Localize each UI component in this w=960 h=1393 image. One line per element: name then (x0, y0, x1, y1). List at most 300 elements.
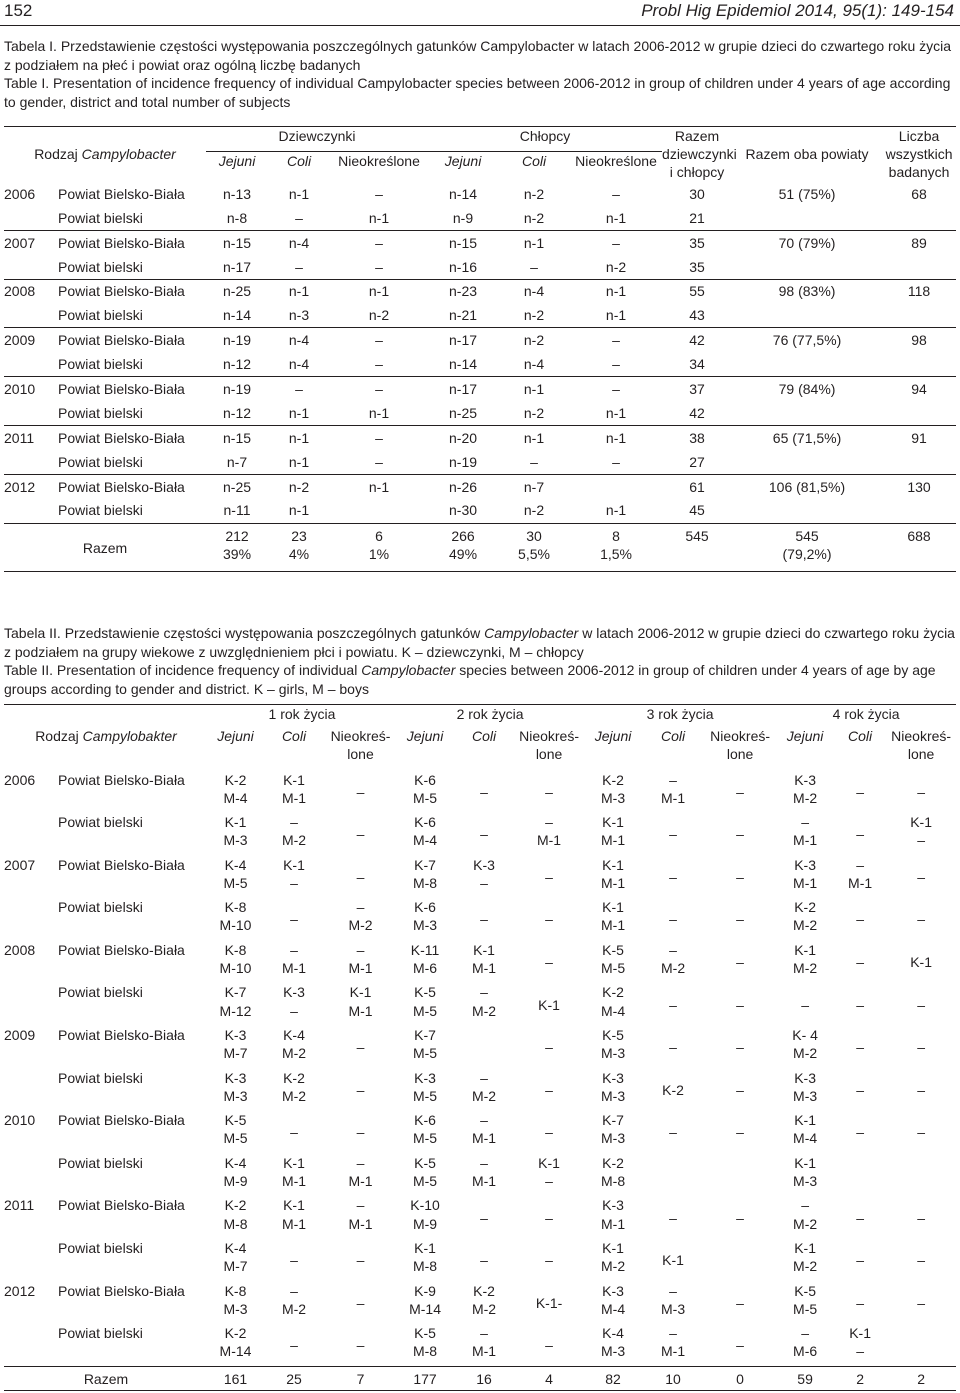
t2-cell: K-11 M-6 (410, 941, 440, 977)
t1-cell: n-17 (428, 328, 498, 352)
t1-row (4, 279, 956, 303)
t2-nieokr-header: Nieokreś- lone (891, 727, 952, 762)
t2-cell: – (356, 1337, 365, 1354)
t2-cell: K-1 – (849, 1325, 871, 1360)
t2-cell (642, 1154, 704, 1197)
t1-cell: 34 (689, 356, 705, 373)
t2-cell: K-3 M-7 (223, 1027, 248, 1062)
t2-cell: K-6 M-5 (412, 1112, 438, 1147)
t2-cell: K-1 M-1 (281, 1197, 307, 1232)
t2-cell: – (480, 1209, 488, 1226)
t2-cell: K-1 M-2 (601, 1240, 626, 1275)
t2-cell: K-1 M-1 (281, 771, 307, 806)
t1-cell: n-1 (330, 474, 428, 498)
t1-cell: 27 (689, 453, 705, 470)
t1-year: 2009 (4, 328, 58, 352)
t2-total-cell: 2 (886, 1367, 956, 1391)
t1-cell (330, 499, 428, 523)
t1-cell: – (570, 377, 662, 401)
t1-cell: n-19 (206, 328, 268, 352)
t2-cell (454, 1026, 514, 1069)
t2-cell: – (736, 954, 744, 971)
t1-cell: n-11 (223, 502, 251, 519)
t2-cell: – (669, 826, 677, 843)
t2-cell: K-1 M-4 (793, 1112, 818, 1147)
t1-cell: 106 (81,5%) (732, 474, 882, 498)
t1-year: 2006 (4, 185, 36, 202)
t2-cell: K-5 M-5 (601, 941, 626, 977)
t1-year: 2010 (4, 377, 58, 401)
t2-cell: K-2 M-8 (223, 1197, 248, 1232)
t1-cell: 65 (71,5%) (732, 425, 882, 449)
t1-cell: 79 (84%) (732, 377, 882, 401)
t1-total-cell: 212 39% (206, 523, 268, 571)
t2-cell: K-2 M-14 (219, 1325, 252, 1360)
t2-coli-header: Coli (471, 727, 497, 744)
t1-cell (732, 499, 882, 523)
t1-year (4, 255, 58, 279)
t2-cell: K-3 – (473, 856, 495, 891)
t2-cell: – (290, 911, 298, 928)
t2-row (4, 856, 956, 899)
t1-cell: n-12 (223, 356, 252, 373)
t2-cell: K-3 M-3 (601, 1069, 626, 1104)
t2-year: 2006 (4, 771, 36, 788)
t1-cell: – (530, 258, 538, 275)
t2-cell: – (356, 1039, 365, 1056)
t2-cell: K-2 M-2 (281, 1069, 307, 1104)
t1-cell: 70 (79%) (732, 230, 882, 254)
t2-group-2: 2 rok życia (456, 706, 524, 722)
t2-cell (704, 1154, 776, 1197)
t2-cell: – (669, 1124, 677, 1141)
t1-cell: 30 (689, 185, 705, 202)
t2-cell: – (856, 1124, 864, 1141)
t2-district: Powiat Bielsko-Biała (58, 856, 185, 873)
t2-cell: K-2 M-3 (601, 771, 626, 806)
t2-total-cell: 10 (642, 1367, 704, 1391)
t2-cell: – (545, 1337, 553, 1354)
t1-total-cell: 545 (662, 523, 732, 571)
t2-cell: K-7 M-5 (412, 1027, 438, 1062)
t2-cell: K-1 M-1 (471, 941, 497, 977)
t1-district: Powiat bielski (58, 356, 143, 373)
t2-cell: – (669, 911, 677, 928)
t2-cell: K-3 M-2 (793, 771, 818, 806)
t2-coli-header: Coli (281, 727, 307, 744)
t1-district: Powiat bielski (58, 453, 143, 470)
t2-year: 2008 (4, 941, 36, 958)
t2-year: 2007 (4, 856, 36, 873)
t2-total-cell: 82 (584, 1367, 642, 1391)
t2-total-cell: 161 (208, 1367, 263, 1391)
t1-cell: 118 (882, 279, 956, 303)
t2-cell: – M-1 (661, 771, 686, 806)
t2-cell: – (545, 783, 553, 800)
t2-cell: – M-1 (281, 941, 307, 977)
t2-total-cell: 25 (263, 1367, 325, 1391)
t2-cell: K-9 M-14 (409, 1282, 441, 1317)
page-number: 152 (4, 1, 33, 20)
t2-row (4, 813, 956, 856)
t2-cell: K-3 M-1 (601, 1197, 626, 1232)
t1-cell: – (612, 453, 620, 470)
t1-district: Powiat Bielsko-Biała (58, 377, 206, 401)
t1-cell: n-3 (288, 307, 310, 324)
t2-cell: K-1 – (910, 814, 932, 849)
t1-cell: – (330, 230, 428, 254)
t1-cell (570, 474, 662, 498)
t2-cell: – (856, 911, 864, 928)
t1-cell: n-1 (288, 404, 310, 421)
t1-cell: n-26 (428, 474, 498, 498)
t2-year: 2009 (4, 1027, 36, 1044)
t1-district: Powiat Bielsko-Biała (58, 279, 206, 303)
t2-cell: K-4 M-5 (223, 856, 248, 891)
t2-cell: K-6 M-4 (412, 814, 438, 849)
t2-cell (704, 1239, 776, 1282)
table1-caption-pl: Tabela I. Przedstawienie częstości występowania poszczególnych gatunków Campylobacter w latach 2006-2012 w grupie dzieci do czwartego roku życia z podziałem na płeć i powiat oraz ogólną liczbę badanych (4, 38, 952, 73)
t2-jejuni-header: Jejuni (786, 727, 824, 744)
t2-cell: – M-6 (793, 1325, 818, 1360)
t1-cell: n-1 (268, 279, 330, 303)
t2-year (4, 1324, 58, 1367)
t1-cell (882, 255, 956, 279)
t2-cell: – M-1 (661, 1325, 686, 1360)
t1-total-cell: 8 1,5% (570, 523, 662, 571)
t2-cell: K-1 – (283, 856, 305, 891)
t1-district: Powiat Bielsko-Biała (58, 328, 206, 352)
t2-cell: K-4 M-7 (223, 1240, 248, 1275)
t1-cell (732, 255, 882, 279)
t2-cell: – (356, 1124, 365, 1141)
t1-cell: n-19 (206, 377, 268, 401)
t2-cell: K-1 (538, 996, 560, 1013)
t1-rodzaj-header: Rodzaj Campylobacter (34, 146, 176, 163)
table1-caption-en: Table I. Presentation of incidence frequency of individual Campylobacter species between 2006-2012 in group of children under 4 years of age according to gender, district and total number of subjects (4, 75, 951, 110)
t2-cell: – (736, 911, 744, 928)
t1-cell: n-2 (268, 474, 330, 498)
t2-cell: K-1 M-1 (281, 1154, 307, 1190)
t2-cell (886, 1154, 956, 1197)
t2-cell: K-2 M-8 (601, 1154, 626, 1190)
t2-district: Powiat bielski (58, 984, 143, 1001)
t2-cell: K- 4 M-2 (792, 1027, 818, 1062)
t2-cell: – (480, 911, 488, 928)
t1-row (4, 230, 956, 254)
t2-cell (886, 1324, 956, 1367)
t1-cell: – (375, 258, 383, 275)
t1-total-cell: 23 4% (268, 523, 330, 571)
t2-cell: K-1 M-2 (793, 1240, 818, 1275)
t1-cell: n-1 (498, 425, 570, 449)
t2-cell: K-5 M-5 (412, 984, 438, 1019)
t2-cell: – (917, 1209, 925, 1226)
t1-cell: 68 (911, 185, 927, 202)
t1-cell: – (375, 356, 383, 373)
t2-cell: – M-2 (471, 1069, 497, 1104)
t2-district: Powiat Bielsko-Biała (58, 1112, 185, 1129)
t2-cell: – (356, 1252, 365, 1269)
t1-cell: n-4 (268, 230, 330, 254)
table2-caption-pl: Tabela II. Przedstawienie częstości występowania poszczególnych gatunków Campylobacter w latach 2006-2012 w grupie dzieci do czwartego roku życia z podziałem na grupy wiekowe z uwzględnieniem płci i powiatu. K – dziewczynki, M – chłopcy (4, 625, 955, 660)
t1-razem-oba-header: Razem oba powiaty (745, 146, 869, 163)
t2-row (4, 898, 956, 941)
t2-cell: K-1 M-1 (348, 984, 373, 1019)
t2-cell: K-5 M-8 (412, 1325, 438, 1360)
t1-razem-dz-header: Razem dziewczynki i chłopcy (662, 128, 737, 181)
t1-cell: n-1 (605, 307, 627, 324)
t2-year (4, 983, 58, 1026)
t2-cell: – M-1 (348, 941, 373, 977)
t1-cell: 55 (662, 279, 732, 303)
t2-total-cell: 7 (325, 1367, 396, 1391)
t2-cell: K-3 M-1 (793, 856, 818, 891)
t2-cell: – M-2 (281, 814, 307, 849)
t2-cell: – (736, 1337, 744, 1354)
t2-cell: K-6 M-3 (412, 899, 438, 934)
journal-citation: Probl Hig Epidemiol 2014, 95(1): 149-154 (641, 1, 954, 20)
t1-cell: – (530, 453, 538, 470)
t1-cell: n-2 (605, 258, 627, 275)
t1-total-label: Razem (4, 523, 206, 571)
t2-cell: – (917, 1039, 925, 1056)
t1-district: Powiat bielski (58, 502, 143, 519)
t1-total-cell: 6 1% (330, 523, 428, 571)
t1-cell: 35 (689, 258, 705, 275)
t1-girls-header: Dziewczynki (206, 127, 428, 152)
t1-cell: n-1 (330, 279, 428, 303)
t1-jejuni-girls: Jejuni (218, 153, 256, 170)
t2-cell: – M-2 (348, 899, 373, 934)
t2-row (4, 1111, 956, 1154)
t2-district: Powiat bielski (58, 1325, 143, 1342)
t2-cell: – (917, 911, 925, 928)
t2-cell: – (545, 1209, 553, 1226)
t2-cell: – (290, 1124, 298, 1141)
t2-cell: K-1 (662, 1252, 684, 1269)
t2-cell: – (856, 826, 864, 843)
t2-cell (834, 1154, 886, 1197)
t2-cell: – (736, 783, 744, 800)
t2-district: Powiat Bielsko-Biała (58, 771, 185, 788)
t2-cell: K-2 M-2 (793, 899, 818, 934)
t1-total-cell: 30 5,5% (498, 523, 570, 571)
t2-cell: – (856, 1039, 864, 1056)
t1-cell: – (612, 185, 620, 202)
table-2 (4, 704, 956, 1391)
t2-nieokr-header: Nieokreś- lone (519, 727, 579, 762)
t2-cell: K-1 (910, 954, 932, 971)
t1-cell: n-15 (206, 230, 268, 254)
t2-row (4, 1069, 956, 1112)
t1-cell: n-21 (449, 307, 478, 324)
t1-cell: n-2 (523, 209, 545, 226)
t1-boys-header: Chłopcy (428, 127, 662, 152)
t1-cell: n-23 (428, 279, 498, 303)
t2-row (4, 1196, 956, 1239)
t2-cell: – M-1 (348, 1197, 373, 1232)
t1-cell: 98 (83%) (732, 279, 882, 303)
t1-cell: n-2 (523, 502, 545, 519)
t2-district: Powiat bielski (58, 1069, 143, 1086)
t1-cell (732, 352, 882, 376)
t2-cell: K-3 M-3 (793, 1069, 818, 1104)
t1-cell: 21 (689, 209, 705, 226)
t2-cell: – (545, 868, 553, 885)
t2-cell: – (480, 1252, 488, 1269)
t2-cell: K-1 M-1 (601, 814, 626, 849)
t1-total-cell: 266 49% (428, 523, 498, 571)
t1-cell: 35 (662, 230, 732, 254)
t1-district: Powiat bielski (58, 404, 143, 421)
t1-year (4, 499, 58, 523)
t2-cell: – (917, 1081, 925, 1098)
t1-cell: – (330, 328, 428, 352)
t2-cell: K-4 M-2 (281, 1027, 307, 1062)
t2-cell: K-5 M-5 (412, 1154, 438, 1190)
t2-district: Powiat Bielsko-Biała (58, 1282, 185, 1299)
t2-total-cell: 4 (514, 1367, 584, 1391)
t2-cell: K-8 M-10 (219, 899, 252, 934)
t2-cell: K-2 M-2 (471, 1282, 497, 1317)
t1-cell: n-12 (223, 404, 252, 421)
t2-cell: K-3 – (283, 984, 305, 1019)
t1-row (4, 377, 956, 401)
t1-cell: n-20 (428, 425, 498, 449)
t1-cell: n-4 (523, 356, 545, 373)
t2-coli-header: Coli (661, 727, 686, 744)
t1-total-row (4, 523, 956, 571)
t1-cell: 42 (689, 404, 705, 421)
t1-cell: n-25 (449, 404, 478, 421)
t1-district: Powiat bielski (58, 209, 143, 226)
t2-cell: K-1- (535, 1294, 563, 1311)
t2-cell: – (917, 1124, 925, 1141)
t1-liczba-header: Liczba wszystkich badanych (885, 128, 953, 181)
t1-district: Powiat Bielsko-Biała (58, 474, 206, 498)
t2-cell: K-7 M-12 (219, 984, 252, 1019)
t1-cell: n-16 (449, 258, 478, 275)
t2-cell: K-7 M-8 (412, 856, 438, 891)
t1-cell: n-7 (226, 453, 248, 470)
t2-row (4, 771, 956, 814)
t1-cell: n-1 (605, 404, 627, 421)
t2-year (4, 1154, 58, 1197)
t1-year: 2012 (4, 474, 58, 498)
t1-row (4, 352, 956, 376)
t2-district: Powiat bielski (58, 1240, 143, 1257)
t1-district: Powiat Bielsko-Biała (58, 425, 206, 449)
t2-cell: – (736, 996, 744, 1013)
t2-cell: – (856, 783, 864, 800)
t1-nieokr-boys: Nieokreślone (575, 153, 657, 170)
t2-total-cell: 2 (834, 1367, 886, 1391)
t2-cell: – (356, 826, 365, 843)
t2-cell: – (917, 1294, 925, 1311)
t1-cell: 61 (662, 474, 732, 498)
t1-cell (732, 206, 882, 230)
t2-cell: – (545, 911, 553, 928)
t2-cell: – (736, 1294, 744, 1311)
table-1 (4, 126, 956, 572)
t2-cell: K-3 M-5 (412, 1069, 438, 1104)
t2-nieokr-header: Nieokreś- lone (710, 727, 771, 762)
t1-cell: n-2 (523, 404, 545, 421)
t2-cell: – (669, 868, 677, 885)
t1-cell: n-14 (449, 185, 478, 202)
t1-cell: 91 (882, 425, 956, 449)
t1-cell: n-1 (268, 425, 330, 449)
t1-cell: n-2 (498, 328, 570, 352)
t1-cell: n-1 (605, 502, 627, 519)
t2-cell: K-1 M-1 (601, 856, 626, 891)
t2-rodzaj-header: Rodzaj Campylobakter (35, 728, 177, 744)
t2-cell: K-3 M-4 (601, 1282, 626, 1317)
t2-total-cell: 59 (776, 1367, 834, 1391)
t2-cell: – M-2 (661, 941, 686, 977)
t2-cell: K-5 M-5 (793, 1282, 818, 1317)
t1-nieokr-girls: Nieokreślone (338, 153, 420, 170)
t2-cell: – M-2 (471, 984, 497, 1019)
t1-cell: n-1 (605, 209, 627, 226)
t2-cell: K-5 M-3 (601, 1027, 626, 1062)
t1-year (4, 450, 58, 474)
t1-cell (882, 450, 956, 474)
t2-row (4, 1324, 956, 1367)
t1-cell: 37 (662, 377, 732, 401)
t1-cell: n-1 (498, 377, 570, 401)
t1-cell: n-13 (223, 185, 252, 202)
t2-cell: – (545, 1039, 553, 1056)
t2-cell: – M-1 (471, 1112, 497, 1147)
t2-row (4, 983, 956, 1026)
header-rule (0, 25, 960, 26)
t1-cell: 130 (882, 474, 956, 498)
t2-cell: K-1 M-3 (223, 814, 248, 849)
t2-cell: – (480, 783, 488, 800)
t2-cell: – (669, 1209, 677, 1226)
t2-total-label: Razem (4, 1367, 208, 1391)
t1-cell: n-1 (570, 279, 662, 303)
t2-cell: – (736, 826, 744, 843)
t2-cell: – (736, 1081, 744, 1098)
page-header (4, 0, 954, 24)
t2-jejuni-header: Jejuni (217, 727, 254, 744)
t2-cell: – M-1 (471, 1154, 497, 1190)
t1-cell: 42 (662, 328, 732, 352)
t2-cell: – (356, 868, 365, 885)
t1-cell: n-2 (523, 307, 545, 324)
t2-total-cell: 177 (396, 1367, 454, 1391)
t1-total-cell: 688 (882, 523, 956, 571)
table2-caption-en: Table II. Presentation of incidence frequency of individual Campylobacter species between 2006-2012 in group of children under 4 years of age by age groups according to gender and district. K – girls, M – boys (4, 662, 936, 697)
t1-cell: n-1 (288, 502, 310, 519)
t2-cell: – (801, 996, 809, 1013)
t2-cell: – M-1 (348, 1154, 373, 1190)
t1-cell: n-25 (206, 474, 268, 498)
t2-cell: – M-1 (536, 814, 562, 849)
t1-cell: 76 (77,5%) (732, 328, 882, 352)
t1-district: Powiat Bielsko-Biała (58, 230, 206, 254)
t1-district: Powiat bielski (58, 258, 143, 275)
t2-cell: – M-1 (848, 856, 873, 891)
t1-cell: n-30 (449, 502, 478, 519)
t1-year (4, 304, 58, 328)
t2-total-cell: 16 (454, 1367, 514, 1391)
t2-cell: K-4 M-9 (223, 1154, 248, 1190)
t2-cell: K-1 M-8 (412, 1240, 438, 1275)
